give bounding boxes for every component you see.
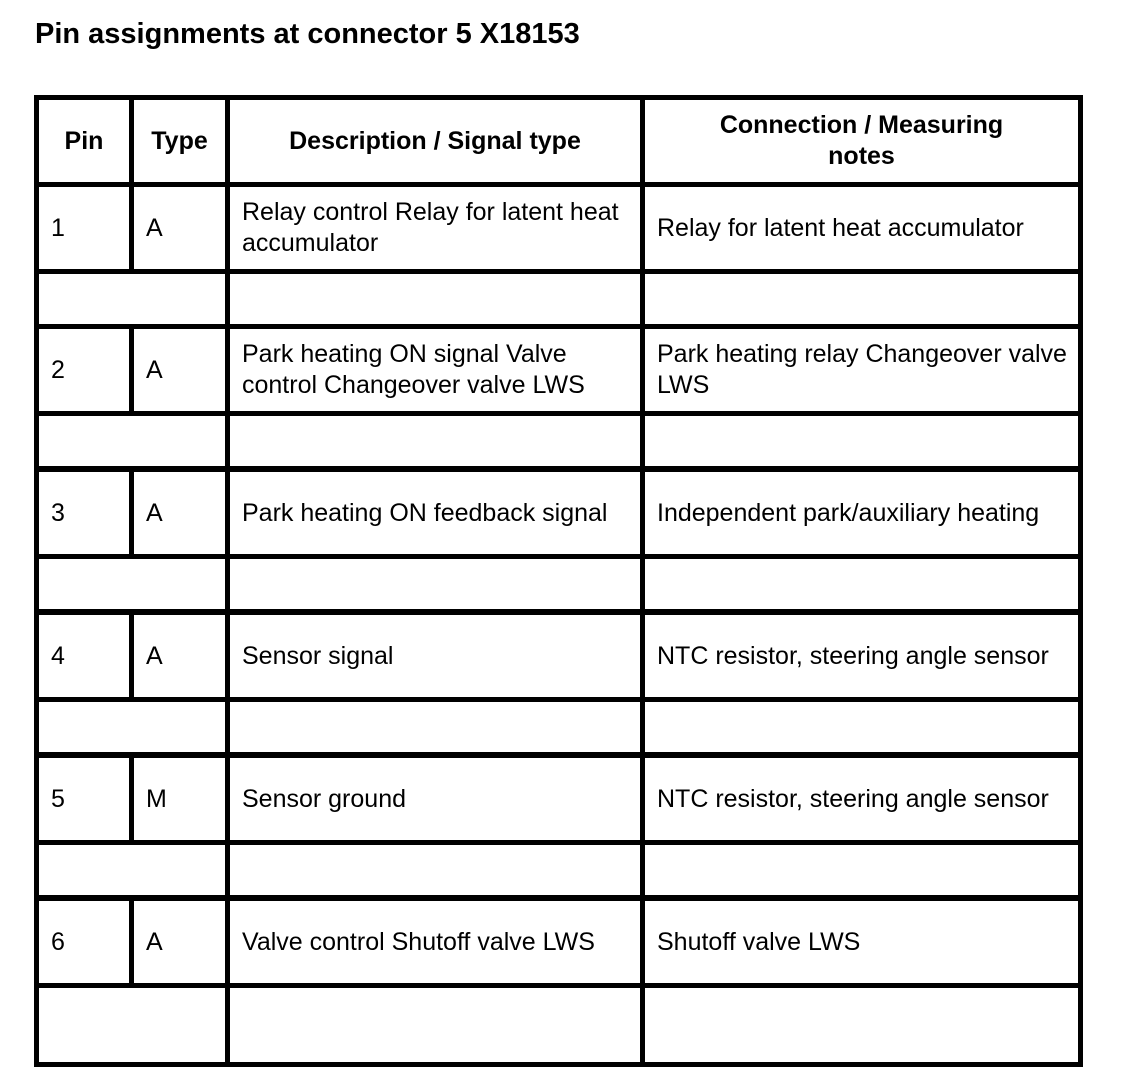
row-1-connection: Relay for latent heat accumulator [645,187,1078,269]
row-5-description: Sensor ground [230,758,640,840]
spacer-row-left [39,988,225,1062]
spacer-row-right [645,988,1078,1062]
spacer-row-left [39,702,225,752]
row-4-description: Sensor signal [230,615,640,697]
row-4-connection: NTC resistor, steering angle sensor [645,615,1078,697]
spacer-row-mid [230,559,640,609]
spacer-row-right [645,559,1078,609]
header-type: Type [134,100,225,182]
row-6-pin: 6 [39,901,129,983]
row-4-pin: 4 [39,615,129,697]
header-description: Description / Signal type [230,100,640,182]
row-3-description: Park heating ON feedback signal [230,472,640,554]
spacer-row-mid [230,702,640,752]
row-5-connection: NTC resistor, steering angle sensor [645,758,1078,840]
row-2-type: A [134,329,225,411]
row-2-description: Park heating ON signal Valve control Changeover valve LWS [230,329,640,411]
row-5-type: M [134,758,225,840]
row-5-pin: 5 [39,758,129,840]
spacer-row-left [39,274,225,324]
row-3-pin: 3 [39,472,129,554]
header-pin: Pin [39,100,129,182]
row-1-pin: 1 [39,187,129,269]
spacer-row-left [39,416,225,466]
spacer-row-left [39,845,225,895]
row-3-connection: Independent park/auxiliary heating [645,472,1078,554]
row-2-pin: 2 [39,329,129,411]
spacer-row-mid [230,416,640,466]
row-2-connection: Park heating relay Changeover valve LWS [645,329,1078,411]
spacer-row-right [645,702,1078,752]
row-6-type: A [134,901,225,983]
pin-assignment-table [34,95,1083,1067]
row-1-description: Relay control Relay for latent heat accumulator [230,187,640,269]
spacer-row-mid [230,845,640,895]
row-6-connection: Shutoff valve LWS [645,901,1078,983]
header-connection: Connection / Measuring notes [645,100,1078,182]
page-title: Pin assignments at connector 5 X18153 [35,18,580,50]
row-3-type: A [134,472,225,554]
spacer-row-mid [230,988,640,1062]
spacer-row-left [39,559,225,609]
spacer-row-mid [230,274,640,324]
spacer-row-right [645,845,1078,895]
row-1-type: A [134,187,225,269]
spacer-row-right [645,274,1078,324]
row-4-type: A [134,615,225,697]
row-6-description: Valve control Shutoff valve LWS [230,901,640,983]
spacer-row-right [645,416,1078,466]
